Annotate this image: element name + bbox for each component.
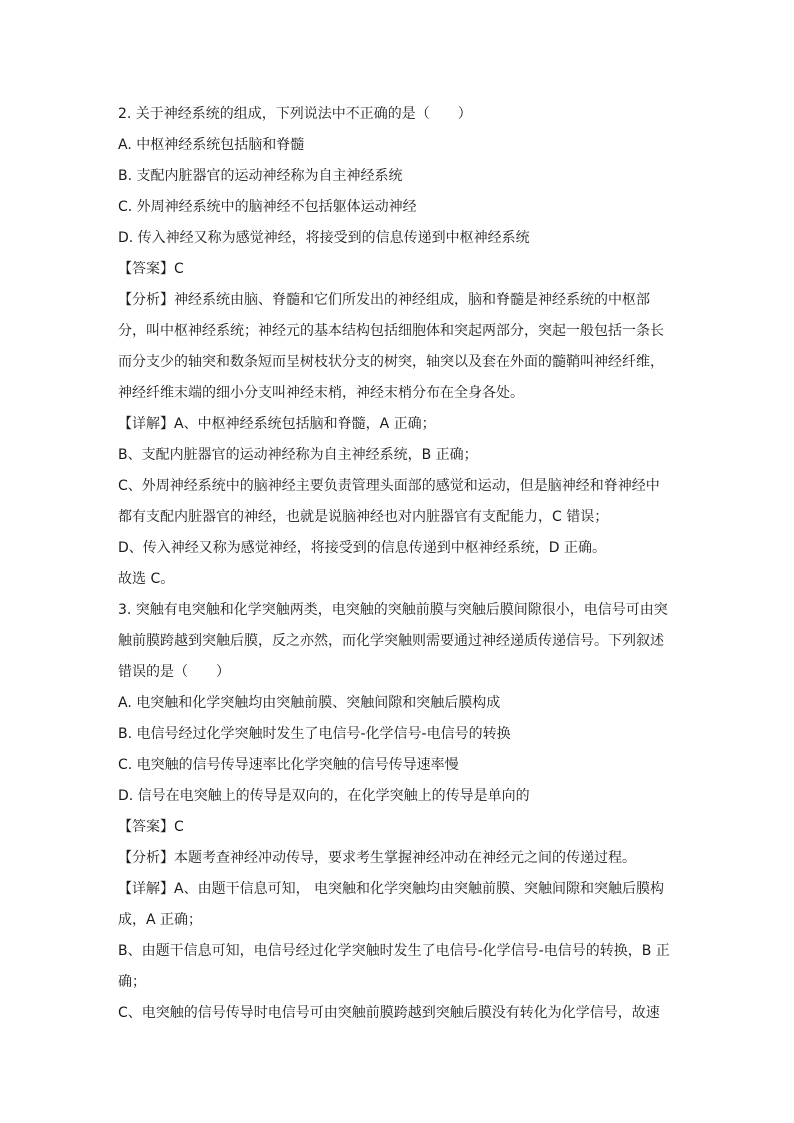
option-d: D. 传入神经又称为感觉神经，将接受到的信息传递到中枢神经系统 [118,230,530,246]
detail-line: C、外周神经系统中的脑神经主要负责管理头面部的感觉和运动，但是脑神经和脊神经中 [118,478,660,494]
option-d: D. 信号在电突触上的传导是双向的，在化学突触上的传导是单向的 [118,788,530,804]
detail-line: 【详解】A、中枢神经系统包括脑和脊髓，A 正确； [118,416,436,432]
detail-line: D、传入神经又称为感觉神经，将接受到的信息传递到中枢神经系统，D 正确。 [118,540,607,556]
document-content [118,99,674,1029]
analysis-line: 【分析】神经系统由脑、脊髓和它们所发出的神经组成，脑和脊髓是神经系统的中枢部 [118,292,650,308]
question-3 [118,595,674,1029]
question-stem [118,595,674,688]
question-stem: 2. 关于神经系统的组成，下列说法中不正确的是（ ） [118,106,472,122]
answer-line: 【答案】C [118,261,184,277]
analysis-block [118,285,674,409]
detail-line: 成，A 正确； [118,912,203,928]
detail-line: 确； [118,974,146,990]
option-list [118,130,674,254]
option-c: C. 电突触的信号传导速率比化学突触的信号传导速率慢 [118,757,459,773]
option-a: A. 中枢神经系统包括脑和脊髓 [118,137,305,153]
stem-line: 触前膜跨越到突触后膜，反之亦然，而化学突触则需要通过神经递质传递信号。下列叙述 [118,633,664,649]
detail-line: C、电突触的信号传导时电信号可由突触前膜跨越到突触后膜没有转化为化学信号，故速 [118,1005,660,1021]
detail-block [118,874,674,1029]
option-list [118,688,674,812]
detail-block [118,409,674,595]
option-b: B. 电信号经过化学突触时发生了电信号-化学信号-电信号的转换 [118,726,511,742]
analysis-line: 而分支少的轴突和数条短而呈树枝状分支的树突，轴突以及套在外面的髓鞘叫神经纤维， [118,354,664,370]
analysis-line: 神经纤维末端的细小分支叫神经末梢，神经末梢分布在全身各处。 [118,385,524,401]
stem-line: 3. 突触有电突触和化学突触两类，电突触的突触前膜与突触后膜间隙很小，电信号可由突 [118,602,668,618]
option-c: C. 外周神经系统中的脑神经不包括躯体运动神经 [118,199,417,215]
question-2 [118,99,674,595]
conclusion-line: 故选 C。 [118,571,175,587]
analysis-line: 【分析】本题考查神经冲动传导，要求考生掌握神经冲动在神经元之间的传递过程。 [118,850,636,866]
detail-line: B、支配内脏器官的运动神经称为自主神经系统，B 正确； [118,447,478,463]
stem-line: 错误的是（ ） [118,664,230,680]
analysis-block [118,843,674,874]
option-a: A. 电突触和化学突触均由突触前膜、突触间隙和突触后膜构成 [118,695,501,711]
detail-line: 都有支配内脏器官的神经，也就是说脑神经也对内脏器官有支配能力，C 错误； [118,509,609,525]
answer-line: 【答案】C [118,819,184,835]
analysis-line: 分，叫中枢神经系统；神经元的基本结构包括细胞体和突起两部分，突起一般包括一条长 [118,323,664,339]
option-b: B. 支配内脏器官的运动神经称为自主神经系统 [118,168,403,184]
detail-line: 【详解】A、由题干信息可知， 电突触和化学突触均由突触前膜、突触间隙和突触后膜构 [118,881,665,897]
detail-line: B、由题干信息可知，电信号经过化学突触时发生了电信号-化学信号-电信号的转换，B 正 [118,943,670,959]
